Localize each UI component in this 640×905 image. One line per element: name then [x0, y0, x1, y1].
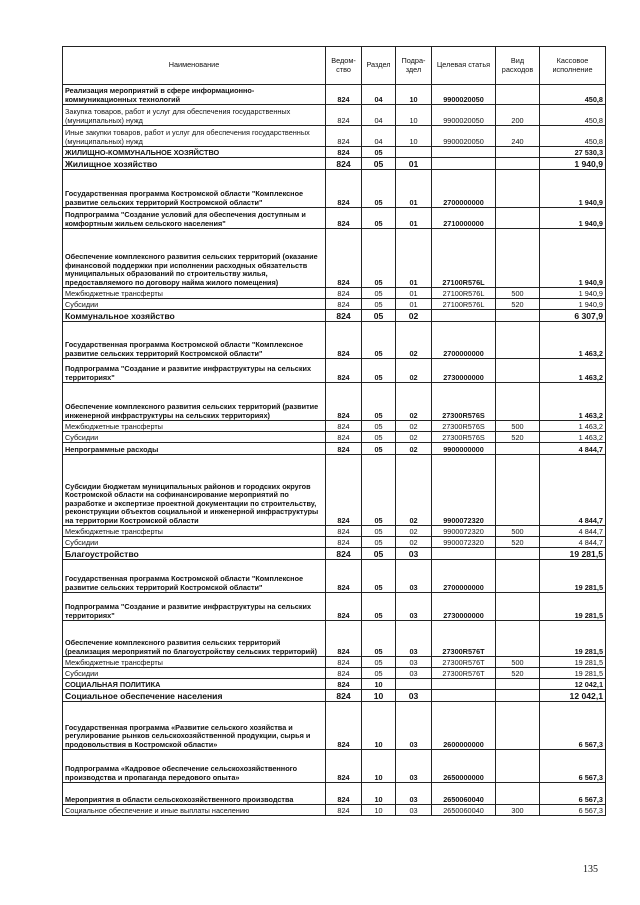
header-row [63, 47, 606, 85]
cell-razdel: 05 [362, 526, 396, 537]
cell-ved: 824 [326, 668, 362, 679]
cell-razdel: 05 [362, 299, 396, 310]
cell-sum: 6 567,3 [540, 783, 606, 805]
cell-podrazdel: 03 [396, 593, 432, 621]
cell-target [432, 690, 496, 702]
cell-ved: 824 [326, 383, 362, 421]
cell-razdel: 10 [362, 679, 396, 690]
cell-sum: 1 463,2 [540, 383, 606, 421]
cell-name: Закупка товаров, работ и услуг для обеспечения государственных (муниципальных) нужд [63, 105, 326, 126]
cell-target: 27300R576T [432, 657, 496, 668]
table-row [63, 702, 606, 750]
cell-vid: 500 [496, 526, 540, 537]
cell-sum: 1 463,2 [540, 359, 606, 383]
cell-name: Иные закупки товаров, работ и услуг для обеспечения государственных (муниципальных) нужд [63, 126, 326, 147]
cell-vid: 500 [496, 421, 540, 432]
cell-name: Коммунальное хозяйство [63, 310, 326, 322]
cell-vid [496, 322, 540, 359]
cell-vid: 520 [496, 668, 540, 679]
cell-name: Субсидии бюджетам муниципальных районов и городских округов Костромской области на софинансирование мероприятий по разработке и экспертизе проектной документации по строительству, реконструкции объектов социальной и инженерной инфраструктуры на территории Костромской области [63, 455, 326, 526]
cell-ved: 824 [326, 621, 362, 657]
cell-razdel: 04 [362, 126, 396, 147]
cell-vid [496, 359, 540, 383]
cell-vid [496, 548, 540, 560]
cell-target: 9900020050 [432, 105, 496, 126]
cell-sum: 1 940,9 [540, 299, 606, 310]
cell-podrazdel: 02 [396, 537, 432, 548]
cell-vid [496, 455, 540, 526]
cell-razdel: 04 [362, 105, 396, 126]
cell-razdel: 05 [362, 383, 396, 421]
cell-target: 2650060040 [432, 783, 496, 805]
cell-target: 27300R576S [432, 383, 496, 421]
cell-razdel: 10 [362, 805, 396, 816]
cell-target: 2650060040 [432, 805, 496, 816]
cell-ved: 824 [326, 85, 362, 105]
cell-vid [496, 147, 540, 158]
cell-name: Межбюджетные трансферты [63, 657, 326, 668]
cell-target: 9900072320 [432, 455, 496, 526]
table-row [63, 229, 606, 288]
cell-ved: 824 [326, 537, 362, 548]
cell-sum: 4 844,7 [540, 455, 606, 526]
table-row [63, 560, 606, 593]
cell-name: Социальное обеспечение населения [63, 690, 326, 702]
cell-podrazdel: 03 [396, 560, 432, 593]
cell-razdel: 05 [362, 310, 396, 322]
cell-name: Государственная программа Костромской области "Комплексное развитие сельских территорий Костромской области" [63, 322, 326, 359]
cell-podrazdel: 01 [396, 288, 432, 299]
cell-sum: 1 940,9 [540, 158, 606, 170]
cell-sum: 12 042,1 [540, 679, 606, 690]
cell-name: ЖИЛИЩНО-КОММУНАЛЬНОЕ ХОЗЯЙСТВО [63, 147, 326, 158]
cell-ved: 824 [326, 105, 362, 126]
cell-podrazdel: 03 [396, 690, 432, 702]
cell-vid: 500 [496, 288, 540, 299]
cell-podrazdel: 01 [396, 299, 432, 310]
cell-ved: 824 [326, 560, 362, 593]
cell-vid [496, 750, 540, 783]
cell-vid [496, 702, 540, 750]
cell-sum: 4 844,7 [540, 537, 606, 548]
table-row [63, 147, 606, 158]
cell-sum: 19 281,5 [540, 657, 606, 668]
cell-sum: 450,8 [540, 105, 606, 126]
cell-name: Подпрограмма "Создание и развитие инфраструктуры на сельских территориях" [63, 593, 326, 621]
cell-vid [496, 170, 540, 208]
cell-sum: 19 281,5 [540, 593, 606, 621]
table-row [63, 548, 606, 560]
cell-vid [496, 621, 540, 657]
cell-target: 9900000000 [432, 443, 496, 455]
table-row [63, 310, 606, 322]
cell-ved: 824 [326, 229, 362, 288]
cell-razdel: 05 [362, 421, 396, 432]
cell-ved: 824 [326, 170, 362, 208]
cell-ved: 824 [326, 147, 362, 158]
cell-target: 27100R576L [432, 229, 496, 288]
cell-ved: 824 [326, 657, 362, 668]
header-ved: Ведом-ство [326, 47, 362, 85]
cell-razdel: 05 [362, 359, 396, 383]
cell-vid [496, 383, 540, 421]
cell-vid: 500 [496, 657, 540, 668]
cell-razdel: 05 [362, 147, 396, 158]
cell-vid [496, 310, 540, 322]
cell-podrazdel: 03 [396, 805, 432, 816]
cell-razdel: 04 [362, 85, 396, 105]
table-row [63, 208, 606, 229]
cell-podrazdel: 10 [396, 105, 432, 126]
cell-name: Обеспечение комплексного развития сельских территорий (развитие инженерной инфраструктуры на сельских территориях) [63, 383, 326, 421]
cell-name: Межбюджетные трансферты [63, 288, 326, 299]
cell-podrazdel: 02 [396, 322, 432, 359]
table-row [63, 750, 606, 783]
table-row [63, 359, 606, 383]
cell-razdel: 05 [362, 537, 396, 548]
cell-razdel: 05 [362, 455, 396, 526]
cell-target: 9900020050 [432, 85, 496, 105]
cell-sum: 1 940,9 [540, 208, 606, 229]
cell-podrazdel: 03 [396, 657, 432, 668]
cell-target: 27300R576S [432, 432, 496, 443]
table-row [63, 432, 606, 443]
cell-razdel: 05 [362, 560, 396, 593]
cell-name: Субсидии [63, 668, 326, 679]
cell-name: Подпрограмма "Создание условий для обеспечения доступным и комфортным жильем сельского населения" [63, 208, 326, 229]
cell-sum: 19 281,5 [540, 560, 606, 593]
cell-vid [496, 560, 540, 593]
cell-sum: 6 567,3 [540, 750, 606, 783]
cell-sum: 1 940,9 [540, 229, 606, 288]
cell-ved: 824 [326, 702, 362, 750]
cell-vid: 200 [496, 105, 540, 126]
cell-sum: 6 567,3 [540, 805, 606, 816]
cell-sum: 4 844,7 [540, 443, 606, 455]
table-row [63, 526, 606, 537]
cell-target: 2700000000 [432, 322, 496, 359]
cell-ved: 824 [326, 750, 362, 783]
cell-podrazdel: 02 [396, 432, 432, 443]
cell-podrazdel: 02 [396, 455, 432, 526]
cell-name: Обеспечение комплексного развития сельских территорий (оказание финансовой поддержки при исполнении расходных обязательств муниципальных образований по строительству жилья, предоставляемого по договору найма жилого помещения) [63, 229, 326, 288]
cell-sum: 1 463,2 [540, 432, 606, 443]
cell-name: Благоустройство [63, 548, 326, 560]
cell-sum: 12 042,1 [540, 690, 606, 702]
cell-sum: 1 463,2 [540, 421, 606, 432]
cell-razdel: 05 [362, 548, 396, 560]
cell-target: 27100R576L [432, 299, 496, 310]
cell-podrazdel: 03 [396, 548, 432, 560]
cell-target [432, 679, 496, 690]
table-row [63, 783, 606, 805]
header-target: Целевая статья [432, 47, 496, 85]
table-row [63, 679, 606, 690]
cell-sum: 6 307,9 [540, 310, 606, 322]
table-row [63, 657, 606, 668]
cell-target [432, 147, 496, 158]
cell-podrazdel [396, 679, 432, 690]
header-podrazdel: Подра-здел [396, 47, 432, 85]
cell-target: 27300R576T [432, 668, 496, 679]
cell-vid: 240 [496, 126, 540, 147]
cell-ved: 824 [326, 593, 362, 621]
table-row [63, 299, 606, 310]
cell-podrazdel: 01 [396, 229, 432, 288]
cell-vid [496, 229, 540, 288]
cell-name: Субсидии [63, 299, 326, 310]
cell-target [432, 310, 496, 322]
cell-vid [496, 85, 540, 105]
table-row [63, 690, 606, 702]
cell-ved: 824 [326, 526, 362, 537]
cell-ved: 824 [326, 548, 362, 560]
cell-target: 2730000000 [432, 359, 496, 383]
table-row [63, 322, 606, 359]
cell-target: 2730000000 [432, 593, 496, 621]
cell-ved: 824 [326, 359, 362, 383]
cell-podrazdel: 03 [396, 668, 432, 679]
cell-razdel: 05 [362, 668, 396, 679]
cell-podrazdel: 02 [396, 421, 432, 432]
header-sum: Кассовое исполнение [540, 47, 606, 85]
cell-podrazdel: 10 [396, 85, 432, 105]
cell-name: Субсидии [63, 537, 326, 548]
cell-razdel: 05 [362, 208, 396, 229]
cell-target [432, 548, 496, 560]
cell-name: СОЦИАЛЬНАЯ ПОЛИТИКА [63, 679, 326, 690]
cell-razdel: 05 [362, 621, 396, 657]
table-row [63, 158, 606, 170]
cell-ved: 824 [326, 310, 362, 322]
cell-podrazdel: 03 [396, 702, 432, 750]
cell-ved: 824 [326, 432, 362, 443]
cell-target: 2700000000 [432, 560, 496, 593]
cell-vid [496, 783, 540, 805]
cell-ved: 824 [326, 783, 362, 805]
cell-ved: 824 [326, 679, 362, 690]
cell-ved: 824 [326, 421, 362, 432]
cell-razdel: 10 [362, 690, 396, 702]
cell-vid: 520 [496, 432, 540, 443]
cell-vid: 520 [496, 299, 540, 310]
cell-razdel: 05 [362, 322, 396, 359]
cell-target: 9900072320 [432, 526, 496, 537]
cell-sum: 6 567,3 [540, 702, 606, 750]
cell-podrazdel: 02 [396, 383, 432, 421]
cell-vid [496, 208, 540, 229]
cell-razdel: 05 [362, 229, 396, 288]
cell-ved: 824 [326, 322, 362, 359]
cell-razdel: 05 [362, 158, 396, 170]
cell-sum: 1 940,9 [540, 288, 606, 299]
cell-ved: 824 [326, 455, 362, 526]
cell-podrazdel: 10 [396, 126, 432, 147]
cell-podrazdel: 03 [396, 621, 432, 657]
cell-name: Реализация мероприятий в сфере информационно-коммуникационных технологий [63, 85, 326, 105]
cell-name: Подпрограмма "Создание и развитие инфраструктуры на сельских территориях" [63, 359, 326, 383]
cell-podrazdel: 02 [396, 443, 432, 455]
cell-name: Обеспечение комплексного развития сельских территорий (реализация мероприятий по благоустройству сельских территорий) [63, 621, 326, 657]
cell-podrazdel: 02 [396, 526, 432, 537]
cell-podrazdel: 01 [396, 208, 432, 229]
cell-name: Государственная программа «Развитие сельского хозяйства и регулирование рынков сельскохозяйственной продукции, сырья и продовольствия в Костромской области» [63, 702, 326, 750]
table-row [63, 126, 606, 147]
cell-ved: 824 [326, 158, 362, 170]
cell-name: Социальное обеспечение и иные выплаты населению [63, 805, 326, 816]
cell-target [432, 158, 496, 170]
cell-ved: 824 [326, 288, 362, 299]
cell-ved: 824 [326, 299, 362, 310]
cell-sum: 450,8 [540, 85, 606, 105]
cell-podrazdel: 03 [396, 783, 432, 805]
cell-vid [496, 443, 540, 455]
cell-target: 27300R576T [432, 621, 496, 657]
cell-razdel: 10 [362, 750, 396, 783]
cell-ved: 824 [326, 126, 362, 147]
table-row [63, 288, 606, 299]
cell-podrazdel: 03 [396, 750, 432, 783]
cell-sum: 4 844,7 [540, 526, 606, 537]
cell-razdel: 10 [362, 783, 396, 805]
cell-podrazdel: 02 [396, 310, 432, 322]
cell-razdel: 05 [362, 593, 396, 621]
cell-razdel: 05 [362, 288, 396, 299]
cell-name: Подпрограмма «Кадровое обеспечение сельскохозяйственного производства и пропаганда передового опыта» [63, 750, 326, 783]
cell-vid: 300 [496, 805, 540, 816]
table-row [63, 621, 606, 657]
table-row [63, 668, 606, 679]
table-row [63, 443, 606, 455]
cell-podrazdel [396, 147, 432, 158]
header-razdel: Раздел [362, 47, 396, 85]
cell-target: 27100R576L [432, 288, 496, 299]
cell-ved: 824 [326, 690, 362, 702]
cell-vid [496, 679, 540, 690]
cell-name: Государственная программа Костромской области "Комплексное развитие сельских территорий Костромской области" [63, 170, 326, 208]
cell-vid [496, 158, 540, 170]
table-row [63, 593, 606, 621]
page-number: 135 [583, 864, 598, 875]
table-row [63, 455, 606, 526]
cell-name: Субсидии [63, 432, 326, 443]
cell-target: 27300R576S [432, 421, 496, 432]
cell-target: 2600000000 [432, 702, 496, 750]
cell-ved: 824 [326, 208, 362, 229]
cell-razdel: 05 [362, 443, 396, 455]
table-row [63, 805, 606, 816]
cell-vid [496, 690, 540, 702]
cell-sum: 19 281,5 [540, 621, 606, 657]
table-row [63, 421, 606, 432]
header-vid: Вид расходов [496, 47, 540, 85]
cell-target: 2710000000 [432, 208, 496, 229]
cell-sum: 1 463,2 [540, 322, 606, 359]
cell-ved: 824 [326, 805, 362, 816]
cell-vid: 520 [496, 537, 540, 548]
cell-name: Мероприятия в области сельскохозяйственного производства [63, 783, 326, 805]
table-row [63, 537, 606, 548]
cell-podrazdel: 02 [396, 359, 432, 383]
cell-razdel: 05 [362, 170, 396, 208]
cell-name: Жилищное хозяйство [63, 158, 326, 170]
cell-razdel: 05 [362, 432, 396, 443]
cell-target: 9900072320 [432, 537, 496, 548]
cell-target: 9900020050 [432, 126, 496, 147]
budget-table [62, 46, 606, 816]
cell-target: 2650000000 [432, 750, 496, 783]
table-row [63, 383, 606, 421]
table-row [63, 105, 606, 126]
cell-razdel: 10 [362, 702, 396, 750]
cell-name: Непрограммные расходы [63, 443, 326, 455]
cell-sum: 19 281,5 [540, 548, 606, 560]
cell-podrazdel: 01 [396, 170, 432, 208]
table-row [63, 170, 606, 208]
header-name: Наименование [63, 47, 326, 85]
cell-sum: 27 530,3 [540, 147, 606, 158]
cell-sum: 450,8 [540, 126, 606, 147]
cell-name: Государственная программа Костромской области "Комплексное развитие сельских территорий Костромской области" [63, 560, 326, 593]
cell-ved: 824 [326, 443, 362, 455]
table-row [63, 85, 606, 105]
cell-razdel: 05 [362, 657, 396, 668]
cell-vid [496, 593, 540, 621]
cell-name: Межбюджетные трансферты [63, 526, 326, 537]
cell-sum: 19 281,5 [540, 668, 606, 679]
cell-sum: 1 940,9 [540, 170, 606, 208]
cell-name: Межбюджетные трансферты [63, 421, 326, 432]
cell-target: 2700000000 [432, 170, 496, 208]
cell-podrazdel: 01 [396, 158, 432, 170]
